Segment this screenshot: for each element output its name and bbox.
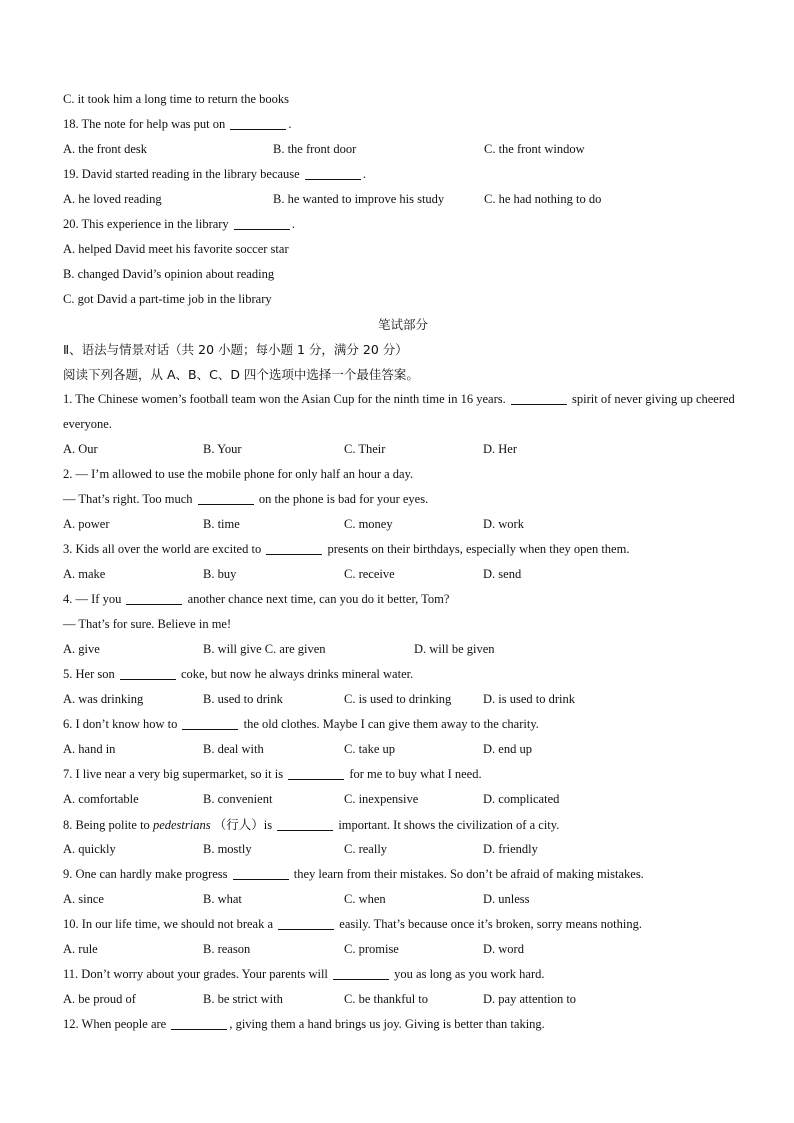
q4-options <box>63 637 743 662</box>
q4-line2: — That’s for sure. Believe in me! <box>63 617 232 631</box>
q5-option-b[interactable]: B. used to drink <box>203 692 283 706</box>
q1-options <box>63 437 743 462</box>
section-heading: Ⅱ、语法与情景对话（共 20 小题；每小题 1 分，满分 20 分） <box>63 342 408 357</box>
q9-option-b[interactable]: B. what <box>203 892 242 906</box>
q9-option-a[interactable]: A. since <box>63 892 104 906</box>
q1-option-d[interactable]: D. Her <box>483 442 518 456</box>
answer-blank <box>126 590 182 605</box>
q18-stem: 18. The note for help was put on . <box>63 117 292 131</box>
q8-option-c[interactable]: C. really <box>344 842 388 856</box>
q10-option-b[interactable]: B. reason <box>203 942 251 956</box>
q20-option-a[interactable]: A. helped David meet his favorite soccer star <box>63 242 289 256</box>
q19-option-c[interactable]: C. he had nothing to do <box>484 192 602 206</box>
q2-line2: — That’s right. Too much on the phone is bad for your eyes. <box>63 492 429 506</box>
answer-blank <box>305 165 361 180</box>
q7-stem: 7. I live near a very big supermarket, so it is for me to buy what I need. <box>63 767 482 781</box>
q4-option-b-c[interactable]: B. will give C. are given <box>203 642 326 656</box>
q17-option-c: C. it took him a long time to return the books <box>63 92 290 106</box>
q6-option-c[interactable]: C. take up <box>344 742 396 756</box>
q9-option-d[interactable]: D. unless <box>483 892 530 906</box>
q2-option-d[interactable]: D. work <box>483 517 524 531</box>
q18-option-b[interactable]: B. the front door <box>273 142 357 156</box>
q3-option-a[interactable]: A. make <box>63 567 106 581</box>
q20-option-c[interactable]: C. got David a part-time job in the library <box>63 292 272 306</box>
q10-stem: 10. In our life time, we should not break a easily. That’s because once it’s broken, sorry means nothing. <box>63 917 642 931</box>
q8-option-b[interactable]: B. mostly <box>203 842 252 856</box>
answer-blank <box>198 490 254 505</box>
q9-options <box>63 887 743 912</box>
exam-page <box>63 87 743 1037</box>
answer-blank <box>182 715 238 730</box>
answer-blank <box>266 540 322 555</box>
q8-option-a[interactable]: A. quickly <box>63 842 116 856</box>
italic-word: pedestrians <box>152 818 211 832</box>
q4-option-a[interactable]: A. give <box>63 642 100 656</box>
q11-option-a[interactable]: A. be proud of <box>63 992 136 1006</box>
q11-option-d[interactable]: D. pay attention to <box>483 992 577 1006</box>
q18-option-a[interactable]: A. the front desk <box>63 142 148 156</box>
q11-options <box>63 987 743 1012</box>
q10-option-a[interactable]: A. rule <box>63 942 98 956</box>
section-title: 笔试部分 <box>377 317 428 332</box>
q5-option-d[interactable]: D. is used to drink <box>483 692 576 706</box>
answer-blank <box>233 865 289 880</box>
q9-stem: 9. One can hardly make progress they learn from their mistakes. So don’t be afraid of making mistakes. <box>63 867 644 881</box>
q6-option-b[interactable]: B. deal with <box>203 742 264 756</box>
q7-options <box>63 787 743 812</box>
q2-options <box>63 512 743 537</box>
answer-blank <box>230 115 286 130</box>
q1-option-b[interactable]: B. Your <box>203 442 242 456</box>
answer-blank <box>278 915 334 930</box>
q19-stem: 19. David started reading in the library because . <box>63 167 366 181</box>
answer-blank <box>171 1015 227 1030</box>
q5-options <box>63 687 743 712</box>
q5-stem: 5. Her son coke, but now he always drinks mineral water. <box>63 667 414 681</box>
q18-option-c[interactable]: C. the front window <box>484 142 585 156</box>
q3-options <box>63 562 743 587</box>
q11-stem: 11. Don’t worry about your grades. Your parents will you as long as you work hard. <box>63 967 545 981</box>
answer-blank <box>288 765 344 780</box>
q11-option-c[interactable]: C. be thankful to <box>344 992 429 1006</box>
answer-blank <box>120 665 176 680</box>
q5-option-c[interactable]: C. is used to drinking <box>344 692 452 706</box>
q19-option-a[interactable]: A. he loved reading <box>63 192 162 206</box>
q3-option-b[interactable]: B. buy <box>203 567 237 581</box>
q20-stem: 20. This experience in the library . <box>63 217 295 231</box>
q2-line1: 2. — I’m allowed to use the mobile phone for only half an hour a day. <box>63 467 414 481</box>
q2-option-c[interactable]: C. money <box>344 517 393 531</box>
q6-stem: 6. I don’t know how to the old clothes. Maybe I can give them away to the charity. <box>63 717 539 731</box>
q1-option-c[interactable]: C. Their <box>344 442 386 456</box>
q10-options <box>63 937 743 962</box>
q7-option-a[interactable]: A. comfortable <box>63 792 139 806</box>
q2-option-b[interactable]: B. time <box>203 517 240 531</box>
q7-option-d[interactable]: D. complicated <box>483 792 560 806</box>
q8-options <box>63 837 743 862</box>
q20-option-b[interactable]: B. changed David’s opinion about reading <box>63 267 275 281</box>
q4-line1: 4. — If you another chance next time, can you do it better, Tom? <box>63 592 450 606</box>
answer-blank <box>277 816 333 831</box>
q3-option-d[interactable]: D. send <box>483 567 522 581</box>
q3-option-c[interactable]: C. receive <box>344 567 395 581</box>
q6-option-a[interactable]: A. hand in <box>63 742 116 756</box>
q8-option-d[interactable]: D. friendly <box>483 842 538 856</box>
q8-stem: 8. Being polite to pedestrians （行人）is important. It shows the civilization of a city. <box>63 817 560 832</box>
answer-blank <box>333 965 389 980</box>
q12-stem: 12. When people are , giving them a hand brings us joy. Giving is better than taking. <box>63 1017 545 1031</box>
q10-option-c[interactable]: C. promise <box>344 942 399 956</box>
q7-option-c[interactable]: C. inexpensive <box>344 792 419 806</box>
q6-option-d[interactable]: D. end up <box>483 742 532 756</box>
q11-option-b[interactable]: B. be strict with <box>203 992 283 1006</box>
q5-option-a[interactable]: A. was drinking <box>63 692 144 706</box>
q19-options <box>63 187 743 212</box>
answer-blank <box>234 215 290 230</box>
answer-blank <box>511 390 567 405</box>
q2-option-a[interactable]: A. power <box>63 517 110 531</box>
q18-options <box>63 137 743 162</box>
q10-option-d[interactable]: D. word <box>483 942 524 956</box>
q1-option-a[interactable]: A. Our <box>63 442 98 456</box>
q3-stem: 3. Kids all over the world are excited to presents on their birthdays, especially when they open them. <box>63 542 630 556</box>
q7-option-b[interactable]: B. convenient <box>203 792 273 806</box>
section-instruction: 阅读下列各题，从 A、B、C、D 四个选项中选择一个最佳答案。 <box>63 367 419 382</box>
q6-options <box>63 737 743 762</box>
q19-option-b[interactable]: B. he wanted to improve his study <box>273 192 445 206</box>
q4-option-d[interactable]: D. will be given <box>414 642 495 656</box>
q1-stem: 1. The Chinese women’s football team won the Asian Cup for the ninth time in 16 years. spirit of never giving up cheered everyone. <box>63 392 735 431</box>
q9-option-c[interactable]: C. when <box>344 892 386 906</box>
